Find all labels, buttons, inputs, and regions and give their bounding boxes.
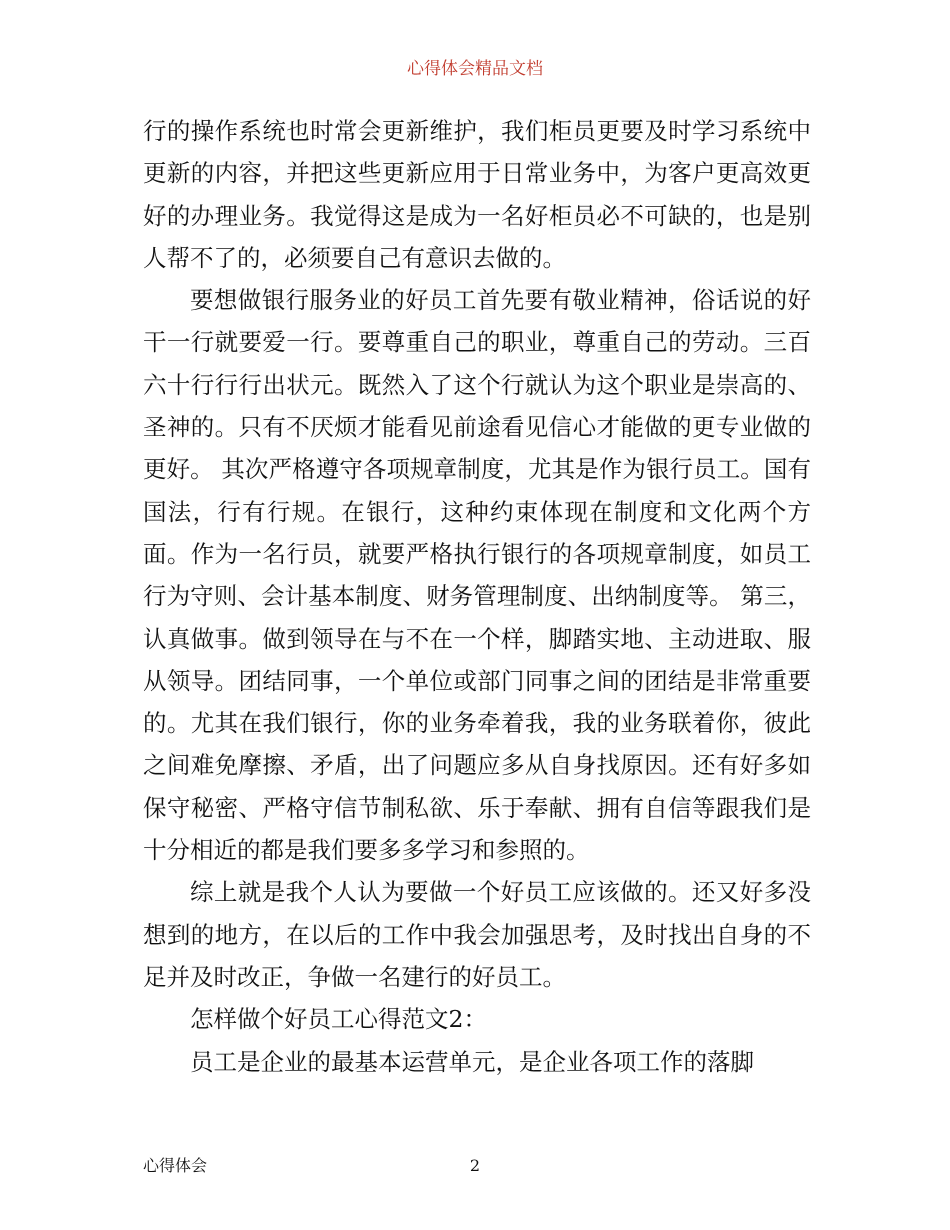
- document-body: [143, 110, 811, 1083]
- paragraph-work-ethic: 要想做银行服务业的好员工首先要有敬业精神，俗话说的好干一行就要爱一行。要尊重自己的职业，尊重自己的劳动。三百六十行行行出状元。既然入了这个行就认为这个职业是崇高的、圣神的。只有不厌烦才能看见前途看见信心才能做的更专业做的更好。 其次严格遵守各项规章制度，尤其是作为银行员工。国有国法，行有行规。在银行，这种约束体现在制度和文化两个方面。作为一名行员，就要严格执行银行的各项规章制度，如员工行为守则、会计基本制度、财务管理制度、出纳制度等。 第三，认真做事。做到领导在与不在一个样，脚踏实地、主动进取、服从领导。团结同事，一个单位或部门同事之间的团结是非常重要的。尤其在我们银行，你的业务牵着我，我的业务联着你，彼此之间难免摩擦、矛盾，出了问题应多从自身找原因。还有好多如保守秘密、严格守信节制私欲、乐于奉献、拥有自信等跟我们是十分相近的都是我们要多多学习和参照的。: [143, 286, 811, 865]
- page-header-title: 心得体会精品文档: [407, 59, 543, 79]
- section-heading: 怎样做个好员工心得范文2：: [190, 1005, 487, 1034]
- paragraph-next-section: 员工是企业的最基本运营单元，是企业各项工作的落脚: [190, 1047, 754, 1076]
- paragraph-continuation: 行的操作系统也时常会更新维护，我们柜员更要及时学习系统中更新的内容，并把这些更新应用于日常业务中，为客户更高效更好的办理业务。我觉得这是成为一名好柜员必不可缺的，也是别人帮不了的，必须要自己有意识去做的。: [143, 117, 811, 272]
- footer-label: 心得体会: [143, 1156, 208, 1175]
- page-number: 2: [469, 1156, 481, 1175]
- paragraph-summary: 综上就是我个人认为要做一个好员工应该做的。还又好多没想到的地方，在以后的工作中我会加强思考，及时找出自身的不足并及时改正，争做一名建行的好员工。: [143, 878, 811, 991]
